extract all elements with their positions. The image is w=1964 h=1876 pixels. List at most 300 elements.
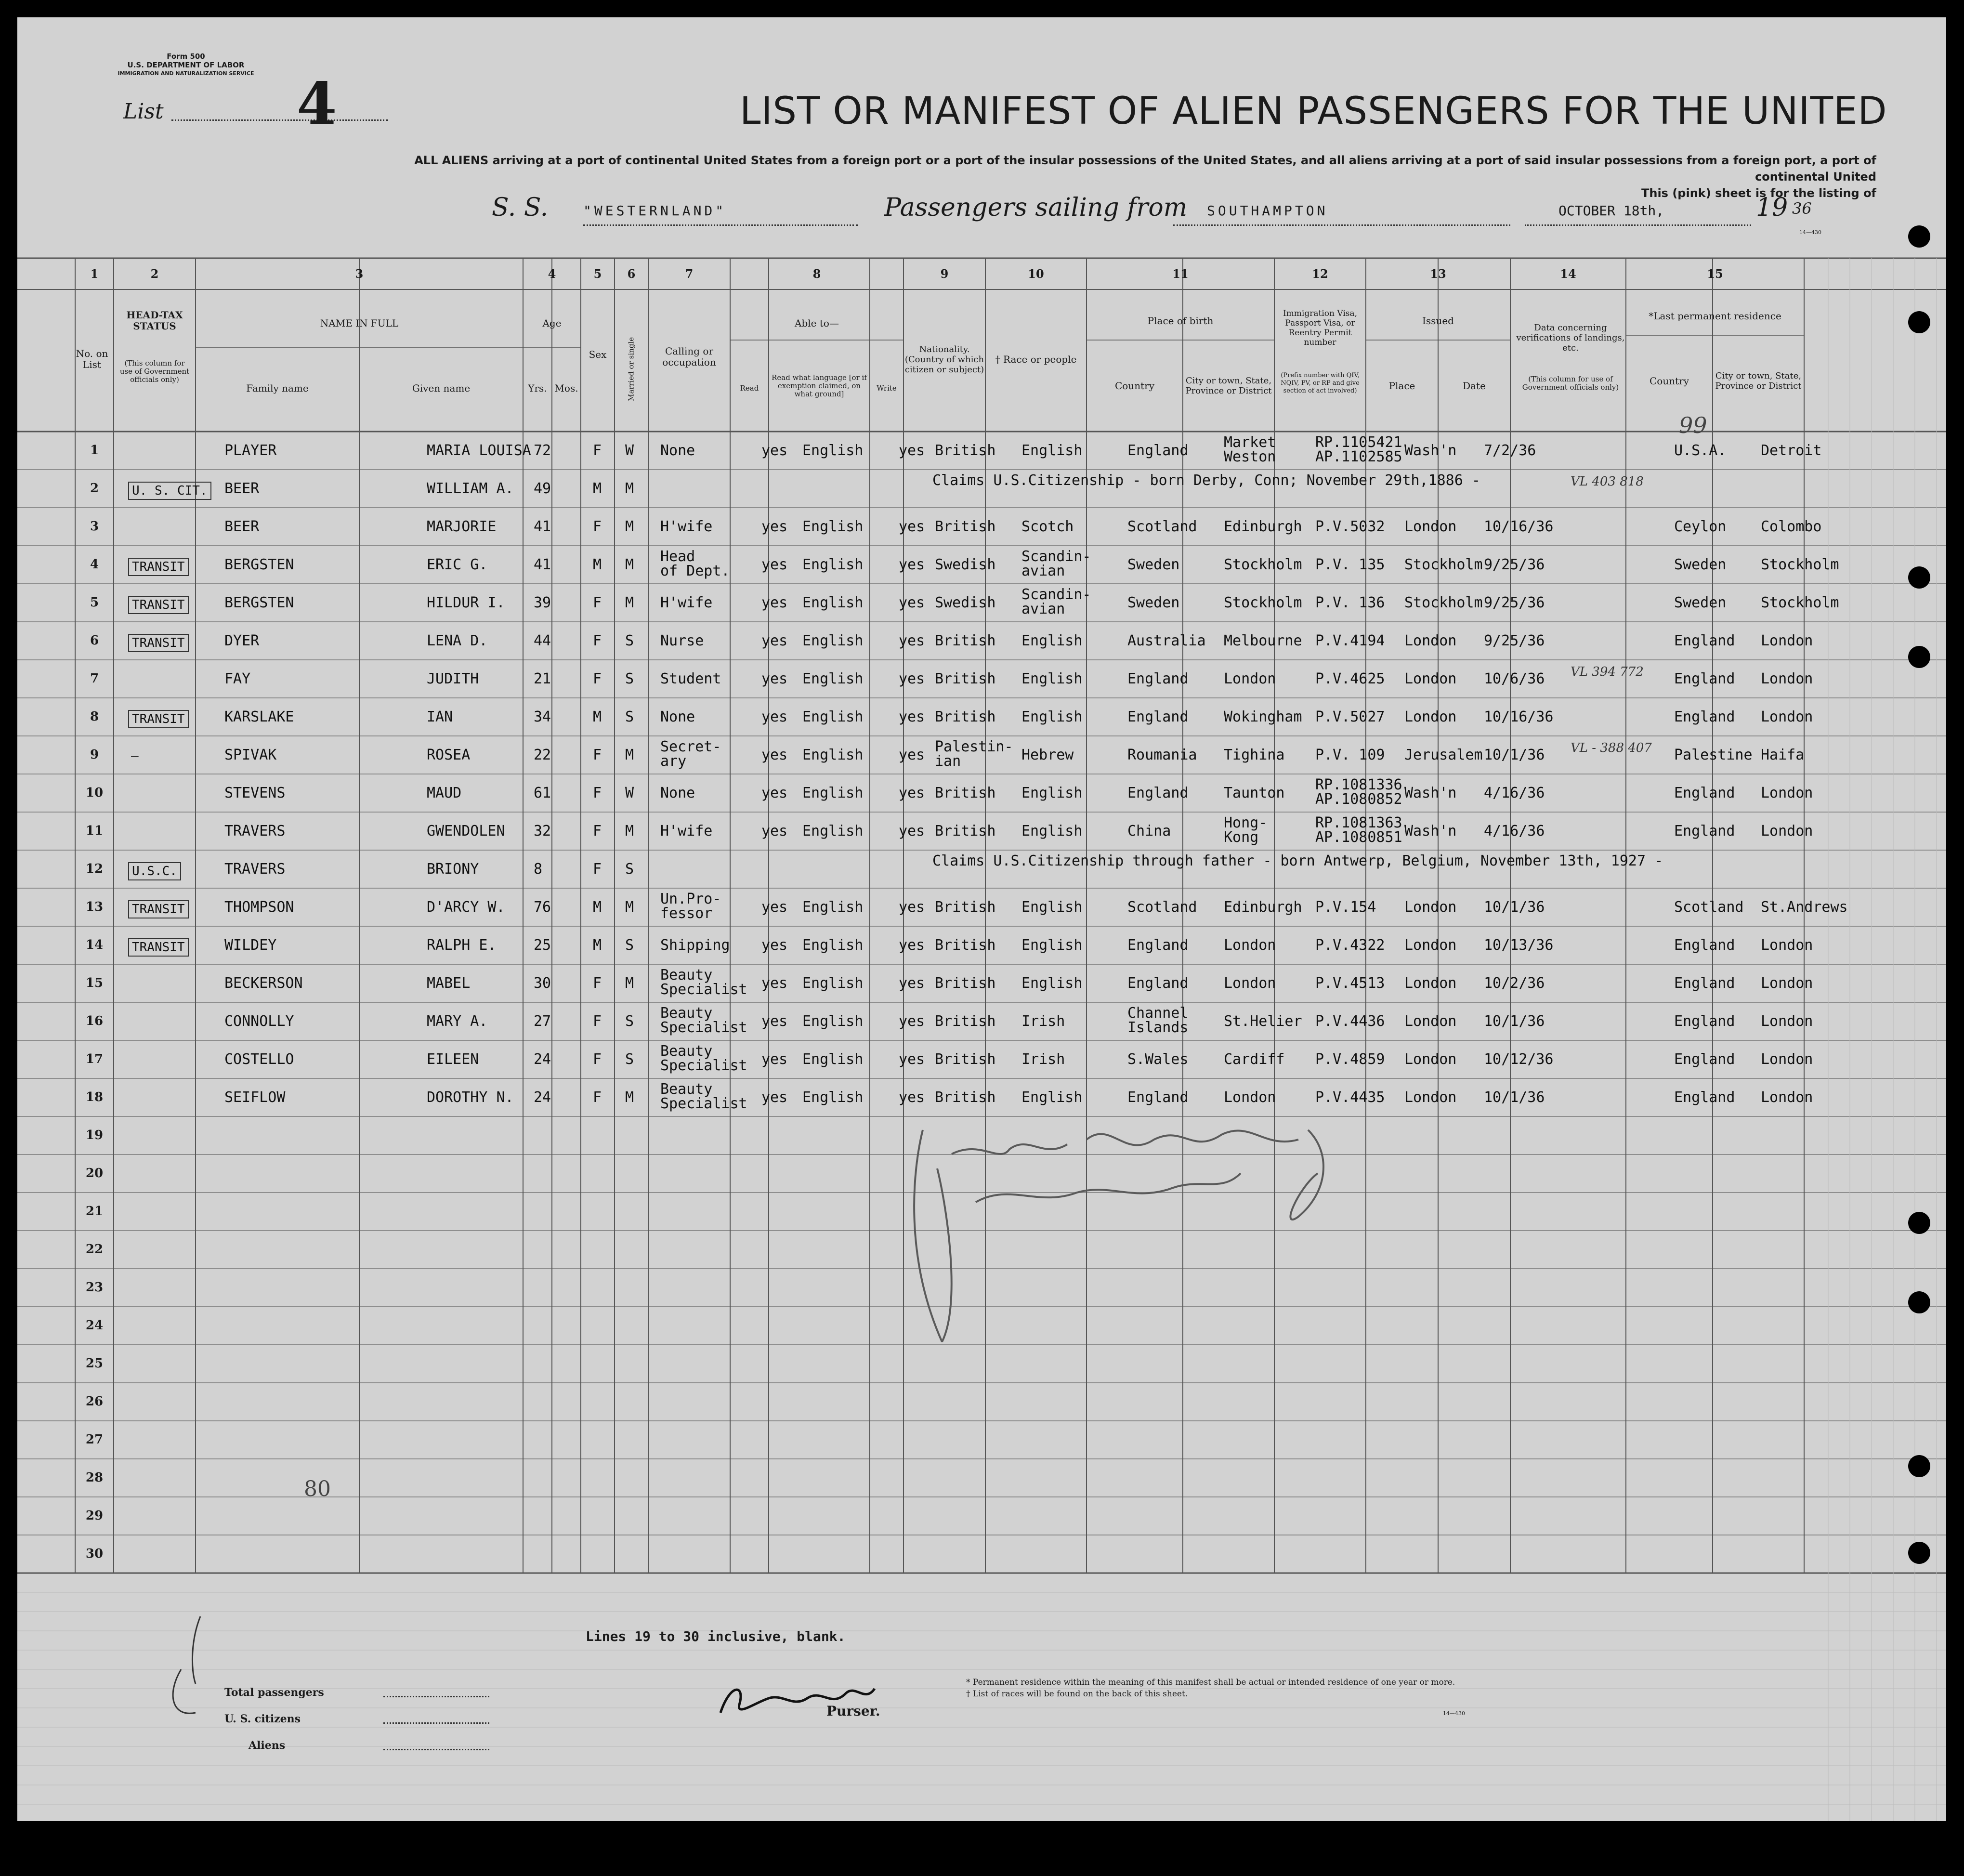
visa-number: P.V.5032 <box>1315 518 1385 535</box>
sex: F <box>593 785 602 801</box>
service: IMMIGRATION AND NATURALIZATION SERVICE <box>118 70 254 77</box>
row-number: 20 <box>85 1166 104 1181</box>
header-birth-city: City or town, State, Province or District <box>1185 376 1272 396</box>
age-years: 32 <box>534 823 551 840</box>
sailing-date: OCTOBER 18th, <box>1558 203 1664 219</box>
can-write: yes <box>899 556 925 573</box>
verification-note: VL 394 772 <box>1571 665 1644 679</box>
residence-city: London <box>1761 1013 1813 1030</box>
occupation-cont: Specialist <box>660 1019 747 1036</box>
occupation-cont: fessor <box>660 905 713 922</box>
row-number: 30 <box>85 1547 104 1561</box>
family-name: CONNOLLY <box>224 1013 294 1030</box>
visa-number: P.V.4436 <box>1315 1013 1385 1030</box>
given-name: WILLIAM A. <box>427 480 514 497</box>
age-years: 61 <box>534 785 551 801</box>
row-number: 21 <box>85 1204 104 1219</box>
issued-place: London <box>1404 708 1457 725</box>
birth-city: Hong- <box>1224 814 1268 831</box>
sex: F <box>593 975 602 992</box>
list-number: 4 <box>297 70 337 138</box>
given-name: EILEEN <box>427 1051 479 1068</box>
column-number: 12 <box>1312 267 1328 281</box>
birth-country: Channel <box>1127 1005 1189 1022</box>
age-years: 44 <box>534 632 551 649</box>
birth-city: Cardiff <box>1224 1051 1285 1068</box>
birth-country: Australia <box>1127 632 1206 649</box>
residence-city: Haifa <box>1761 747 1805 763</box>
birth-city: Edinburgh <box>1224 899 1302 916</box>
nationality: Swedish <box>935 556 996 573</box>
residence-city: London <box>1761 708 1813 725</box>
marital-status: S <box>625 670 634 687</box>
can-write: yes <box>899 937 925 954</box>
birth-city: Stockholm <box>1224 556 1302 573</box>
residence-city: London <box>1761 823 1813 840</box>
header-res-city: City or town, State, Province or District <box>1715 371 1802 391</box>
column-number: 3 <box>355 267 364 281</box>
nationality: Swedish <box>935 594 996 611</box>
binder-hole <box>1908 1212 1930 1234</box>
race: English <box>1021 823 1083 840</box>
marital-status: S <box>625 708 634 725</box>
header-issued-place: Place <box>1388 380 1415 392</box>
residence-country: Sweden <box>1674 594 1727 611</box>
row-number: 22 <box>85 1242 104 1257</box>
given-name: MARY A. <box>427 1013 488 1030</box>
issued-place: London <box>1404 670 1457 687</box>
race-cont: avian <box>1021 563 1065 579</box>
given-name: ERIC G. <box>427 556 488 573</box>
row-number: 23 <box>85 1280 104 1295</box>
issued-date: 10/6/36 <box>1484 670 1545 687</box>
age-years: 24 <box>534 1051 551 1068</box>
read-language: English <box>802 1089 864 1106</box>
residence-country: England <box>1674 937 1735 954</box>
issued-date: 4/16/36 <box>1484 785 1545 801</box>
purser-label: Purser. <box>826 1703 880 1719</box>
given-name: MARIA LOUISA <box>427 442 531 459</box>
sex: F <box>593 518 602 535</box>
can-write: yes <box>899 899 925 916</box>
binder-hole <box>1908 646 1930 668</box>
can-write: yes <box>899 1089 925 1106</box>
residence-city: Stockholm <box>1761 556 1839 573</box>
occupation: H'wife <box>660 518 713 535</box>
family-name: FAY <box>224 670 251 687</box>
header-age: Age <box>542 317 562 329</box>
issued-date: 9/25/36 <box>1484 594 1545 611</box>
can-write: yes <box>899 747 925 763</box>
residence-country: England <box>1674 785 1735 801</box>
row-number: 28 <box>85 1470 104 1485</box>
residence-country: England <box>1674 1051 1735 1068</box>
binder-hole <box>1908 566 1930 589</box>
marital-status: W <box>625 442 634 459</box>
can-read: yes <box>761 937 788 954</box>
can-read: yes <box>761 975 788 992</box>
given-name: RALPH E. <box>427 937 497 954</box>
birth-country: England <box>1127 442 1189 459</box>
given-name: MABEL <box>427 975 471 992</box>
marital-status: S <box>625 632 634 649</box>
read-language: English <box>802 1013 864 1030</box>
issued-place: London <box>1404 632 1457 649</box>
birth-city: London <box>1224 975 1276 992</box>
occupation: H'wife <box>660 823 713 840</box>
aliens-line <box>383 1749 489 1750</box>
birth-country: Roumania <box>1127 747 1197 763</box>
binder-hole <box>1908 311 1930 333</box>
read-language: English <box>802 708 864 725</box>
can-write: yes <box>899 1013 925 1030</box>
age-years: 27 <box>534 1013 551 1030</box>
birth-city: Melbourne <box>1224 632 1302 649</box>
row-number: 11 <box>85 824 104 838</box>
citizenship-claim: Claims U.S.Citizenship through father - born Antwerp, Belgium, November 13th, 1927 - <box>932 853 1663 869</box>
column-number: 2 <box>150 267 159 281</box>
can-read: yes <box>761 823 788 840</box>
nationality: British <box>935 670 996 687</box>
issued-place: London <box>1404 937 1457 954</box>
occupation: H'wife <box>660 594 713 611</box>
occupation: Beauty <box>660 967 713 984</box>
race: Scotch <box>1021 518 1074 535</box>
column-number: 9 <box>940 267 949 281</box>
given-name: IAN <box>427 708 453 725</box>
issued-date: 9/25/36 <box>1484 556 1545 573</box>
race: English <box>1021 442 1083 459</box>
can-write: yes <box>899 670 925 687</box>
read-language: English <box>802 594 864 611</box>
total-passengers-label: Total passengers <box>224 1686 324 1699</box>
read-language: English <box>802 518 864 535</box>
occupation: Beauty <box>660 1081 713 1098</box>
visa-number: P.V.4194 <box>1315 632 1385 649</box>
residence-country: Scotland <box>1674 899 1744 916</box>
nationality: British <box>935 785 996 801</box>
nationality: British <box>935 823 996 840</box>
verification-note: VL - 388 407 <box>1571 741 1652 755</box>
can-read: yes <box>761 1013 788 1030</box>
can-write: yes <box>899 975 925 992</box>
age-years: 25 <box>534 937 551 954</box>
family-name: SPIVAK <box>224 747 277 763</box>
read-language: English <box>802 823 864 840</box>
header-no-on-list: No. on List <box>76 348 108 370</box>
can-write: yes <box>899 1051 925 1068</box>
given-name: DOROTHY N. <box>427 1089 514 1106</box>
visa-number: RP.1081336 <box>1315 776 1402 793</box>
marital-status: M <box>625 899 634 916</box>
race: Irish <box>1021 1013 1065 1030</box>
visa-number: RP.1081363 <box>1315 814 1402 831</box>
head-tax-stamp: TRANSIT <box>128 558 189 576</box>
footer-notes <box>966 1677 1455 1700</box>
residence-city: London <box>1761 937 1813 954</box>
can-read: yes <box>761 708 788 725</box>
given-name: HILDUR I. <box>427 594 505 611</box>
nationality: British <box>935 1051 996 1068</box>
header-issued-date: Date <box>1463 380 1486 392</box>
header-given-name: Given name <box>412 382 471 394</box>
birth-country: S.Wales <box>1127 1051 1189 1068</box>
ship-name: "WESTERNLAND" <box>583 203 727 219</box>
column-number: 14 <box>1560 267 1576 281</box>
birth-city: Wokingham <box>1224 708 1302 725</box>
race: English <box>1021 670 1083 687</box>
birth-city: Stockholm <box>1224 594 1302 611</box>
birth-country: England <box>1127 975 1189 992</box>
row-number: 10 <box>85 786 104 800</box>
birth-city: Market <box>1224 434 1276 451</box>
row-number: 27 <box>85 1432 104 1447</box>
nationality: British <box>935 899 996 916</box>
race: English <box>1021 937 1083 954</box>
head-tax-stamp: — <box>131 749 139 763</box>
can-write: yes <box>899 518 925 535</box>
header-verifications: Data concerning verifications of landings, etc. <box>1516 322 1625 353</box>
header-verifications-note: (This column for use of Government officials only) <box>1522 375 1619 392</box>
residence-country: England <box>1674 708 1735 725</box>
race: English <box>1021 1089 1083 1106</box>
header-read-language: Read what language [or if exemption claimed, on what ground] <box>772 373 867 398</box>
binder-hole <box>1908 1455 1930 1477</box>
issued-place: Stockholm <box>1404 556 1483 573</box>
sex: F <box>593 594 602 611</box>
visa-number-cont: AP.1102585 <box>1315 448 1402 465</box>
sex: F <box>593 823 602 840</box>
birth-country: England <box>1127 1089 1189 1106</box>
header-last-residence: *Last permanent residence <box>1649 310 1781 322</box>
age-years: 41 <box>534 518 551 535</box>
read-language: English <box>802 670 864 687</box>
row-number: 18 <box>85 1090 104 1104</box>
header-name-in-full: NAME IN FULL <box>320 317 399 329</box>
nationality-cont: ian <box>935 753 961 770</box>
ss-label: S. S. <box>492 193 549 222</box>
given-name: GWENDOLEN <box>427 823 505 840</box>
sex: M <box>593 708 602 725</box>
can-read: yes <box>761 556 788 573</box>
marital-status: M <box>625 594 634 611</box>
year-suffix: 36 <box>1792 199 1812 218</box>
residence-country: England <box>1674 632 1735 649</box>
row-number: 3 <box>90 519 99 534</box>
occupation: Beauty <box>660 1043 713 1060</box>
residence-country: England <box>1674 1013 1735 1030</box>
residence-country: Sweden <box>1674 556 1727 573</box>
age-years: 30 <box>534 975 551 992</box>
birth-city: Tighina <box>1224 747 1285 763</box>
residence-city: Colombo <box>1761 518 1822 535</box>
footnote-residence: * Permanent residence within the meaning of this manifest shall be actual or intended residence of one year or more. <box>966 1678 1455 1687</box>
issued-place: Wash'n <box>1404 785 1457 801</box>
handwritten-signature <box>884 1111 1414 1361</box>
citizenship-claim: Claims U.S.Citizenship - born Derby, Conn; November 29th,1886 - <box>932 472 1480 489</box>
sex: M <box>593 899 602 916</box>
age-years: 49 <box>534 480 551 497</box>
race: English <box>1021 899 1083 916</box>
header-head-tax-note: (This column for use of Government officials only) <box>119 358 190 384</box>
given-name: JUDITH <box>427 670 479 687</box>
residence-country: England <box>1674 1089 1735 1106</box>
occupation-cont: Specialist <box>660 1095 747 1112</box>
header-head-tax: HEAD-TAX STATUS <box>126 309 183 332</box>
family-name: TRAVERS <box>224 823 286 840</box>
occupation: None <box>660 442 695 459</box>
read-language: English <box>802 937 864 954</box>
visa-number: P.V.4513 <box>1315 975 1385 992</box>
issued-date: 10/1/36 <box>1484 747 1545 763</box>
row-number: 19 <box>85 1128 104 1142</box>
row-number: 29 <box>85 1509 104 1523</box>
marital-status: M <box>625 556 634 573</box>
header-visa-note: (Prefix number with QIV, NQIV, PV, or RP and give section of act involved) <box>1281 372 1360 394</box>
residence-city: London <box>1761 785 1813 801</box>
issued-place: Stockholm <box>1404 594 1483 611</box>
column-number: 7 <box>685 267 694 281</box>
row-number: 12 <box>85 862 104 876</box>
family-name: BERGSTEN <box>224 556 294 573</box>
birth-country: England <box>1127 670 1189 687</box>
nationality: British <box>935 442 996 459</box>
issued-date: 9/25/36 <box>1484 632 1545 649</box>
row-number: 26 <box>85 1394 104 1409</box>
family-name: BEER <box>224 518 260 535</box>
can-read: yes <box>761 670 788 687</box>
can-read: yes <box>761 899 788 916</box>
nationality: Palestin- <box>935 738 1013 755</box>
can-read: yes <box>761 747 788 763</box>
residence-country: U.S.A. <box>1674 442 1727 459</box>
us-citizens-label: U. S. citizens <box>224 1713 301 1725</box>
family-name: DYER <box>224 632 260 649</box>
issued-place: Wash'n <box>1404 823 1457 840</box>
form-code: 14—430 <box>1799 229 1821 236</box>
header-married: Married or single <box>627 337 636 401</box>
age-years: 76 <box>534 899 551 916</box>
row-number: 15 <box>85 976 104 990</box>
row-number: 25 <box>85 1356 104 1371</box>
residence-city: London <box>1761 670 1813 687</box>
issued-date: 10/2/36 <box>1484 975 1545 992</box>
can-write: yes <box>899 823 925 840</box>
nationality: British <box>935 1013 996 1030</box>
birth-city: Edinburgh <box>1224 518 1302 535</box>
occupation: None <box>660 785 695 801</box>
birth-city-cont: Weston <box>1224 448 1276 465</box>
page-title: LIST OR MANIFEST OF ALIEN PASSENGERS FOR THE UNITED <box>740 90 1887 133</box>
visa-number: RP.1105421 <box>1315 434 1402 451</box>
marital-status: M <box>625 975 634 992</box>
race: English <box>1021 708 1083 725</box>
header-res-country: Country <box>1649 375 1689 387</box>
issued-place: Wash'n <box>1404 442 1457 459</box>
issued-date: 10/1/36 <box>1484 899 1545 916</box>
pencil-check-mark <box>162 1612 220 1722</box>
sex: F <box>593 1013 602 1030</box>
can-write: yes <box>899 708 925 725</box>
year-prefix: 19 <box>1756 193 1788 222</box>
row-number: 16 <box>85 1014 104 1028</box>
birth-city: London <box>1224 937 1276 954</box>
marital-status: S <box>625 937 634 954</box>
occupation: Secret- <box>660 738 721 755</box>
given-name: ROSEA <box>427 747 471 763</box>
header-race: † Race or people <box>995 353 1077 365</box>
age-years: 8 <box>534 861 543 878</box>
head-tax-stamp: TRANSIT <box>128 596 189 614</box>
list-label: List <box>123 99 164 124</box>
family-name: STEVENS <box>224 785 286 801</box>
occupation-cont: of Dept. <box>660 563 730 579</box>
nationality: British <box>935 975 996 992</box>
column-number: 6 <box>627 267 636 281</box>
given-name: MAUD <box>427 785 462 801</box>
marital-status: S <box>625 1013 634 1030</box>
header-read: Read <box>740 383 759 393</box>
occupation-cont: ary <box>660 753 687 770</box>
marital-status: W <box>625 785 634 801</box>
birth-country: Scotland <box>1127 899 1197 916</box>
age-years: 34 <box>534 708 551 725</box>
column-number: 11 <box>1172 267 1189 281</box>
can-write: yes <box>899 785 925 801</box>
issued-date: 10/13/36 <box>1484 937 1554 954</box>
issued-place: London <box>1404 975 1457 992</box>
purser-signature <box>711 1674 884 1727</box>
residence-city: London <box>1761 1089 1813 1106</box>
birth-city: London <box>1224 670 1276 687</box>
binder-hole <box>1908 225 1930 248</box>
residence-country: Palestine <box>1674 747 1753 763</box>
marital-status: S <box>625 1051 634 1068</box>
issued-place: London <box>1404 1051 1457 1068</box>
issued-date: 10/1/36 <box>1484 1013 1545 1030</box>
form-number: Form 500 <box>167 52 205 61</box>
row-number: 24 <box>85 1318 104 1333</box>
family-name: KARSLAKE <box>224 708 294 725</box>
occupation: Un.Pro- <box>660 891 721 907</box>
head-tax-stamp: TRANSIT <box>128 634 189 652</box>
instruction-line-1: ALL ALIENS arriving at a port of continental United States from a foreign port or a port of the insular possessions of the United States, and all aliens arriving at a port of said insular possessions from a foreign port, a port of continental United <box>414 154 1876 184</box>
visa-number: P.V.4625 <box>1315 670 1385 687</box>
residence-city: St.Andrews <box>1761 899 1848 916</box>
sex: F <box>593 1089 602 1106</box>
issued-date: 10/16/36 <box>1484 518 1554 535</box>
residence-country: England <box>1674 975 1735 992</box>
header-visa: Immigration Visa, Passport Visa, or Reentry Permit number <box>1283 309 1358 347</box>
race: Scandin- <box>1021 586 1091 603</box>
residence-country: England <box>1674 670 1735 687</box>
visa-number-cont: AP.1080852 <box>1315 791 1402 808</box>
header-able-to: Able to— <box>795 317 839 329</box>
row-number: 4 <box>90 557 99 572</box>
visa-number: P.V. 135 <box>1315 556 1385 573</box>
issued-date: 4/16/36 <box>1484 823 1545 840</box>
can-read: yes <box>761 518 788 535</box>
column-number: 8 <box>812 267 821 281</box>
read-language: English <box>802 975 864 992</box>
footer-code: 14—430 <box>1443 1710 1465 1717</box>
race: English <box>1021 632 1083 649</box>
issued-date: 10/1/36 <box>1484 1089 1545 1106</box>
race: Irish <box>1021 1051 1065 1068</box>
given-name: D'ARCY W. <box>427 899 505 916</box>
visa-number: P.V.4322 <box>1315 937 1385 954</box>
read-language: English <box>802 632 864 649</box>
